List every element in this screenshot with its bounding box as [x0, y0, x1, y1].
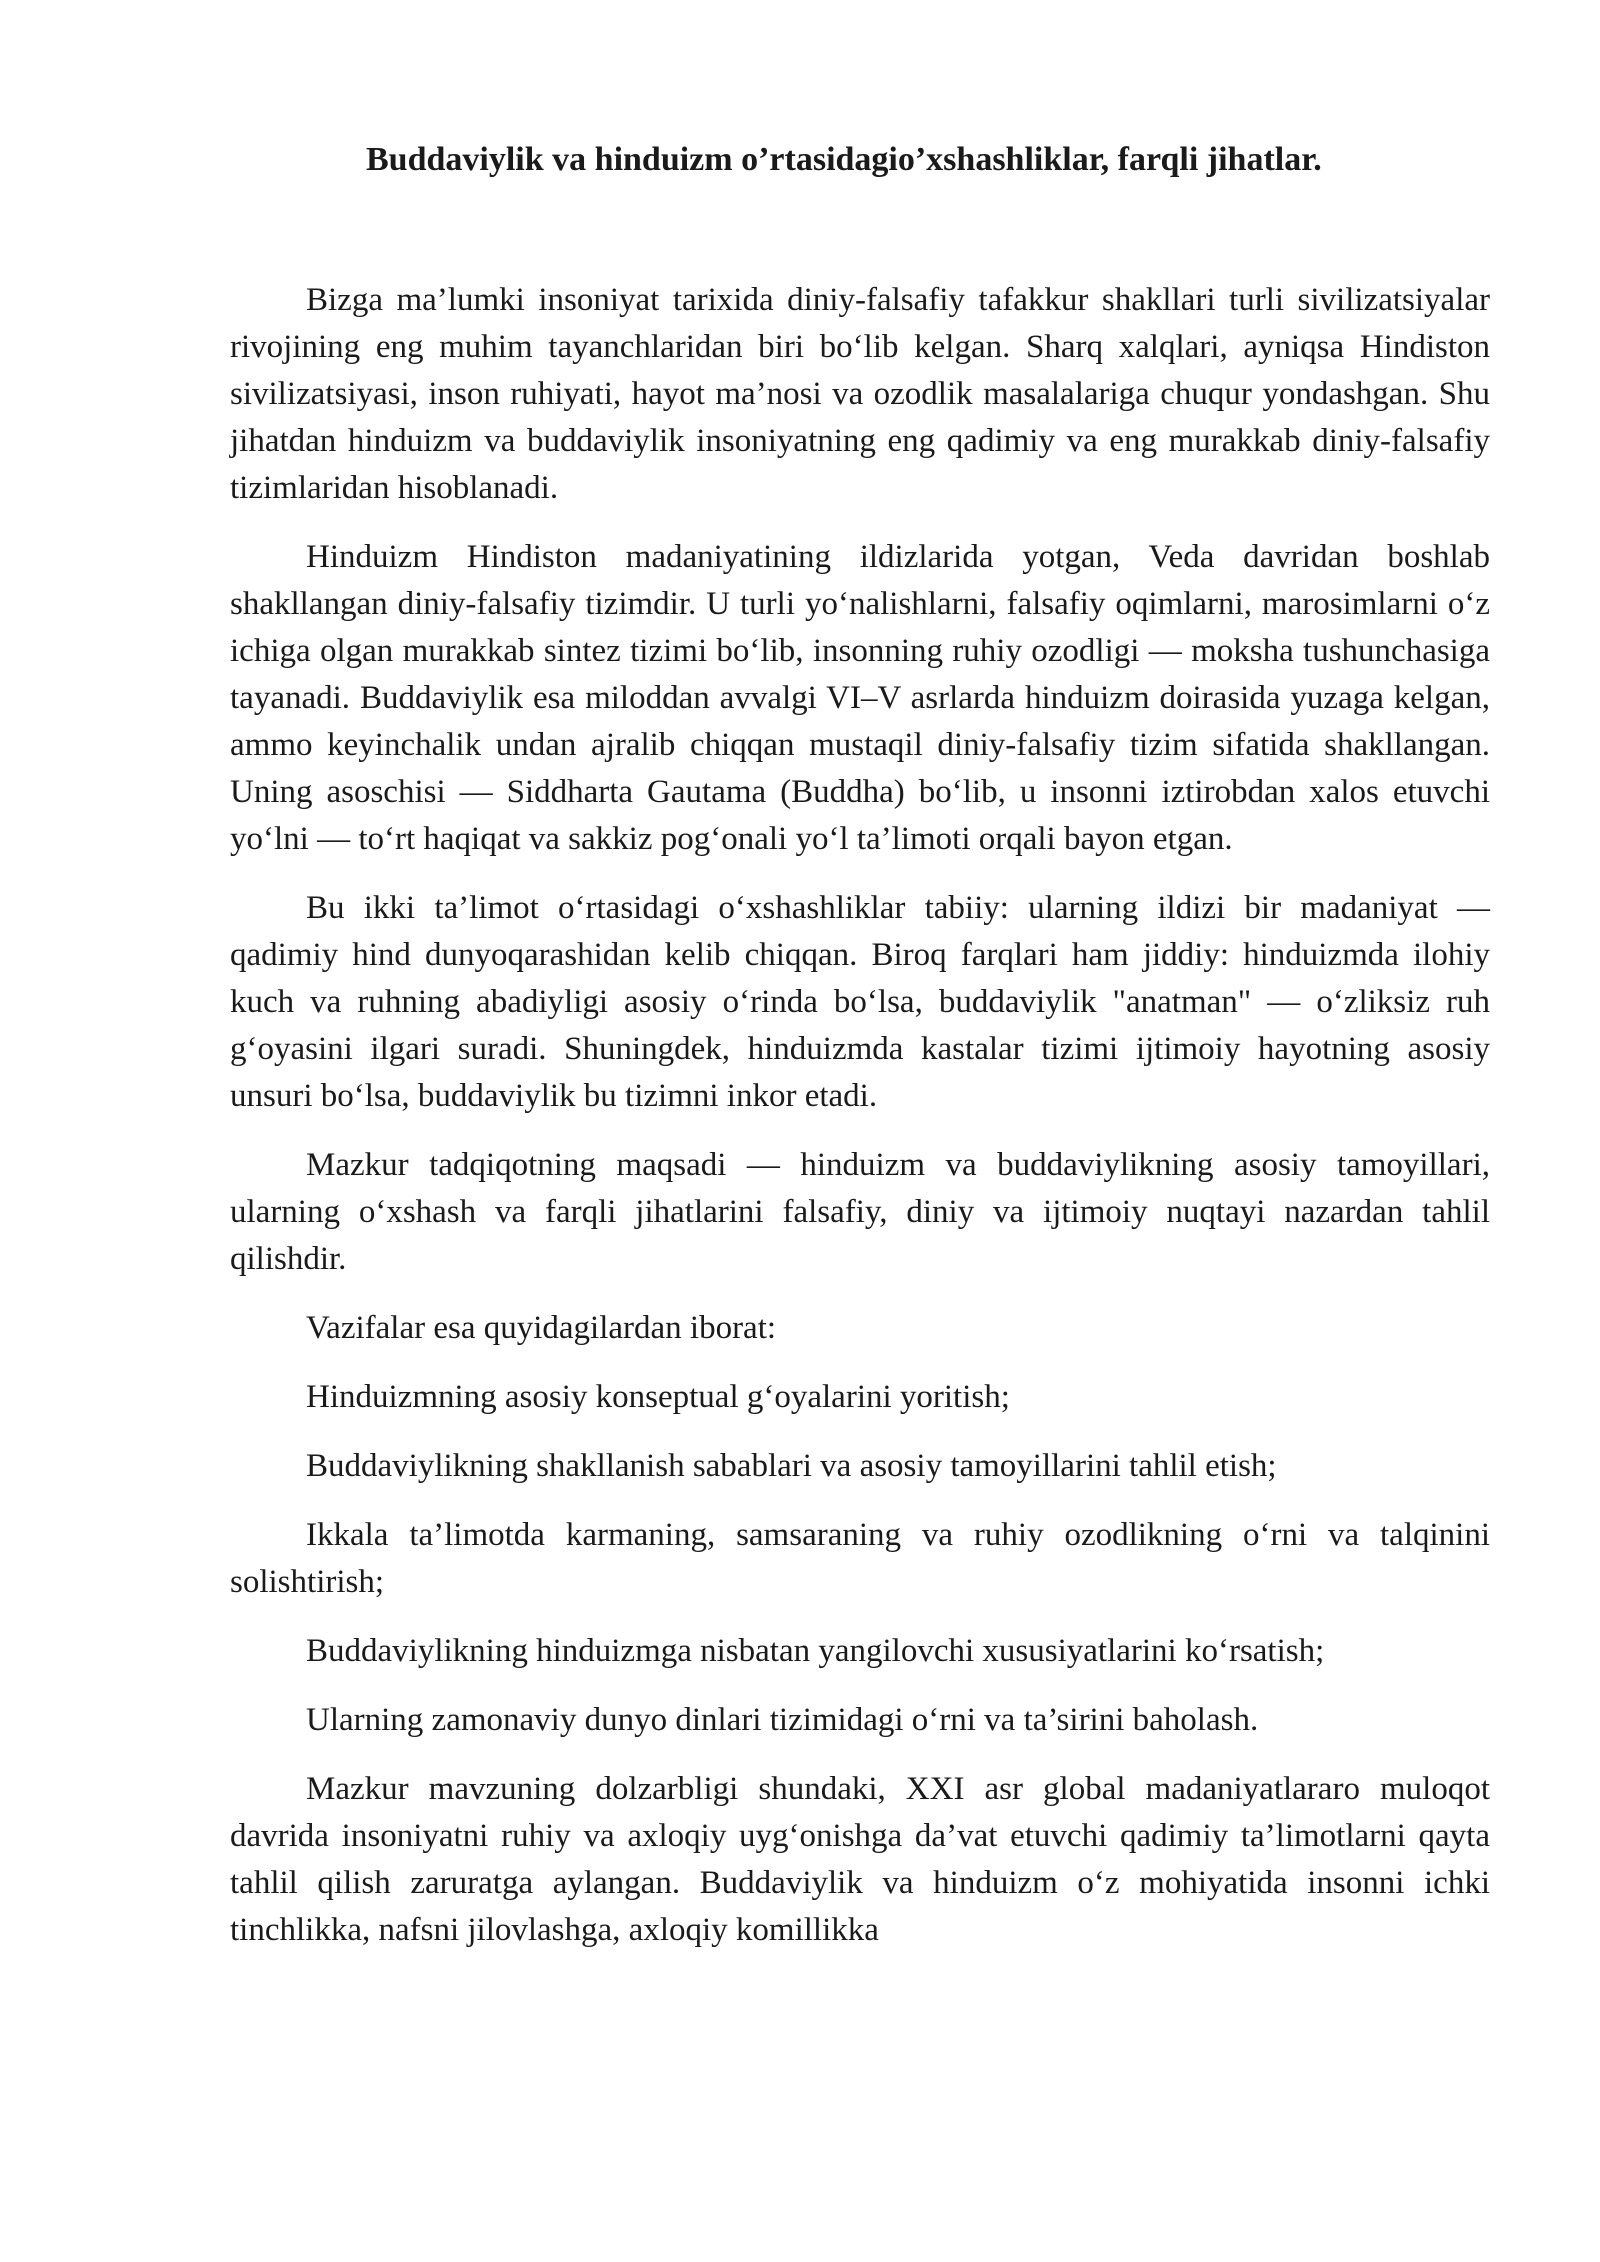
document-title: Buddaviylik va hinduizm o’rtasidagio’xshashliklar, farqli jihatlar. [366, 141, 1322, 178]
task-item: Ularning zamonaviy dunyo dinlari tizimidagi o‘rni va ta’sirini baholash. [306, 1701, 1259, 1738]
task-item: Ikkala ta’limotda karmaning, samsaraning va ruhiy ozodlikning o‘rni va talqinini solishtirish; [230, 1516, 1490, 1600]
paragraph-goal: Mazkur tadqiqotning maqsadi — hinduizm va buddaviylikning asosiy tamoyillari, ularning o‘xshash va farqli jihatlarini falsafiy, diniy va ijtimoiy nuqtayi nazardan tahlil qilishdir. [230, 1146, 1490, 1277]
paragraph-intro: Bizga ma’lumki insoniyat tarixida diniy-falsafiy tafakkur shakllari turli sivilizatsiyalar rivojining eng muhim tayanchlaridan biri bo‘lib kelgan. Sharq xalqlari, ayniqsa Hindiston sivilizatsiyasi, inson ruhiyati, hayot ma’nosi va ozodlik masalalariga chuqur yondashgan. Shu jihatdan hinduizm va buddaviylik insoniyatning eng qadimiy va eng murakkab diniy-falsafiy tizimlaridan hisoblanadi. [230, 281, 1490, 506]
paragraph-comparison: Bu ikki ta’limot o‘rtasidagi o‘xshashliklar tabiiy: ularning ildizi bir madaniyat — qadimiy hind dunyoqarashidan kelib chiqqan. Biroq farqlari ham jiddiy: hinduizmda ilohiy kuch va ruhning abadiyligi asosiy o‘rinda bo‘lsa, buddaviylik "anatman" — o‘zliksiz ruh g‘oyasini ilgari suradi. Shuningdek, hinduizmda kastalar tizimi ijtimoiy hayotning asosiy unsuri bo‘lsa, buddaviylik bu tizimni inkor etadi. [230, 889, 1490, 1114]
paragraph-tasks-intro: Vazifalar esa quyidagilardan iborat: [306, 1309, 777, 1346]
document-page [230, 140, 1490, 1976]
paragraph-relevance: Mazkur mavzuning dolzarbligi shundaki, XXI asr global madaniyatlararo muloqot davrida insoniyatni ruhiy va axloqiy uyg‘onishga da’vat etuvchi qadimiy ta’limotlarni qayta tahlil qilish zaruratga aylangan. Buddaviylik va hinduizm o‘z mohiyatida insonni ichki tinchlikka, nafsni jilovlashga, axloqiy komillikka [230, 1770, 1490, 1948]
paragraph-hinduism: Hinduizm Hindiston madaniyatining ildizlarida yotgan, Veda davridan boshlab shakllangan diniy-falsafiy tizimdir. U turli yo‘nalishlarni, falsafiy oqimlarni, marosimlarni o‘z ichiga olgan murakkab sintez tizimi bo‘lib, insonning ruhiy ozodligi — moksha tushunchasiga tayanadi. Buddaviylik esa miloddan avvalgi VI–V asrlarda hinduizm doirasida yuzaga kelgan, ammo keyinchalik undan ajralib chiqqan mustaqil diniy-falsafiy tizim sifatida shakllangan. Uning asoschisi — Siddharta Gautama (Buddha) bo‘lib, u insonni iztirobdan xalos etuvchi yo‘lni — to‘rt haqiqat va sakkiz pog‘onali yo‘l ta’limoti orqali bayon etgan. [230, 538, 1490, 857]
task-item: Buddaviylikning shakllanish sabablari va asosiy tamoyillarini tahlil etish; [306, 1447, 1277, 1484]
task-item: Hinduizmning asosiy konseptual g‘oyalarini yoritish; [306, 1378, 1010, 1415]
task-item: Buddaviylikning hinduizmga nisbatan yangilovchi xususiyatlarini ko‘rsatish; [306, 1632, 1325, 1669]
